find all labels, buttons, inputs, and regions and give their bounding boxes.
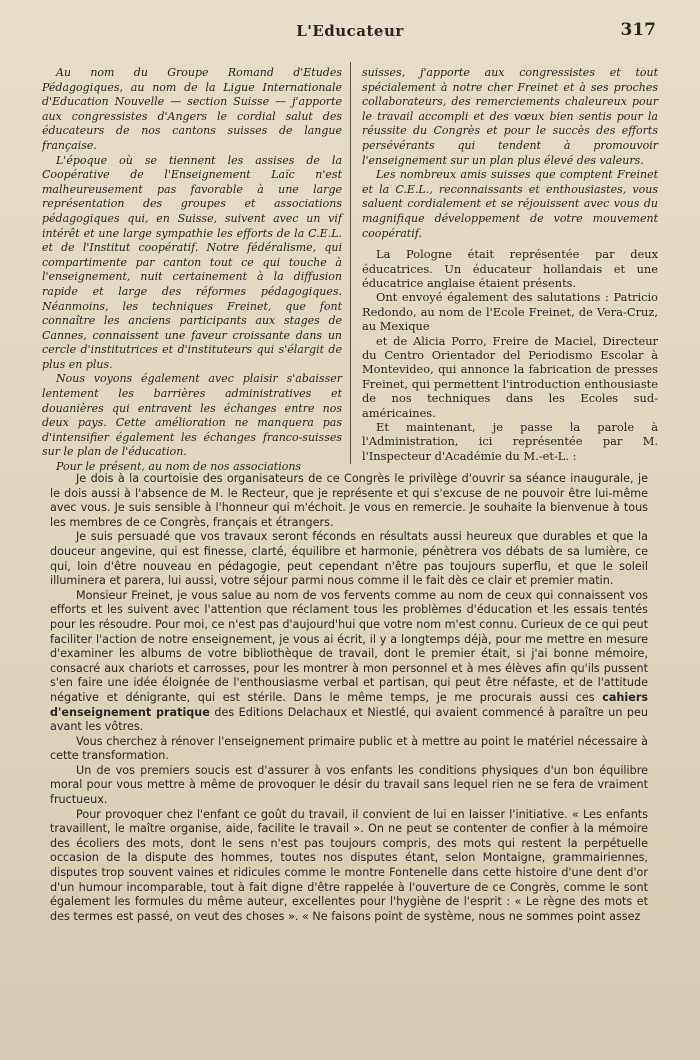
left-paragraph-3: Nous voyons également avec plaisir s'abaisser lentement les barrières administratives et douanières qui entravent les échanges entre nos deux pays. Cette amélioration ne manquera pas d'intensifier également les échanges franco-suisses sur le plan de l'éducation. bbox=[42, 372, 342, 459]
page-number: 317 bbox=[620, 20, 656, 40]
bold-title-cahiers: cahiers d'enseignement pratique bbox=[50, 690, 648, 719]
right-paragraph-administration: Et maintenant, je passe la parole à l'Administration, ici représentée par M. l'Inspecteur d'Académie du M.-et-L. : bbox=[362, 420, 658, 463]
speech-paragraph-3 bbox=[50, 589, 648, 735]
right-paragraph-salutations: Ont envoyé également des salutations : Patricio Redondo, au nom de l'Ecole Freinet, de Vera-Cruz, au Mexique bbox=[362, 290, 658, 334]
speech-paragraph-3-start: Monsieur Freinet, je vous salue au nom de vos fervents comme au nom de ceux qui connaissent vos efforts et les suivent avec l'attention que réclament tous les problèmes d'éducation et les essais tentés pour les résoudre. Pour moi, ce n'est pas d'aujourd'hui que votre nom m'est connu. Curieux de ce qui peut faciliter l'action de notre enseignement, je vous ai écrit, il y a longtemps déjà, pour me mettre en mesure d'examiner les albums de votre bibliothèque de travail, dont le premier était, si j'ai bonne mémoire, consacré aux chariots et carrosses, pour les montrer à mon personnel et à mes élèves afin qu'ils pussent s'en faire une idée éloignée de l'enthousiasme verbal et partisan, qui peut être néfaste, et de l'attitude négative et dénigrante, qui est stérile. Dans le même temps, je me procurais aussi ces bbox=[50, 588, 648, 704]
left-column bbox=[42, 66, 342, 475]
speech-paragraph-3-end: des Editions Delachaux et Niestlé, qui avaient commencé à paraître un peu avant les vôtres. bbox=[50, 705, 648, 734]
speech-paragraph-6: Pour provoquer chez l'enfant ce goût du travail, il convient de lui en laisser l'initiative. « Les enfants travaillent, le maître organise, aide, facilite le travail ». On ne peut se contenter de confier à la mémoire des écoliers des mots, dont le sens n'est pas toujours compris, des mots qui restent la perpétuelle occasion de la dispute des hommes, toutes nos disputes étant, selon Montaigne, grammairiennes, disputes trop souvent vaines et ridicules comme le montre Fontenelle dans cette histoire d'une dent d'or d'un humour incomparable, tout à fait digne d'être rappelée à l'ouverture de ce Congrès, comme le sont également les formules du même auteur, excellentes pour l'hygiène de l'esprit : « Le règne des mots et des termes est passé, on veut des choses ». « Ne faisons point de système, nous ne sommes point assez bbox=[50, 807, 648, 923]
speech-body bbox=[50, 472, 648, 924]
column-divider bbox=[350, 62, 351, 464]
left-paragraph-4: Pour le présent, au nom de nos associations bbox=[56, 460, 302, 474]
right-paragraph-poland: La Pologne était représentée par deux éducatrices. Un éducateur hollandais et une éducatrice anglaise étaient présents. bbox=[362, 247, 658, 290]
left-paragraph-2: L'époque où se tiennent les assises de la Coopérative de l'Enseignement Laïc n'est malheureusement pas favorable à une large représentation des groupes et associations pédagogiques qui, en Suisse, suivent avec un vif intérêt et une large sympathie les efforts de la C.E.L. et de l'Institut coopératif. Notre fédéralisme, qui compartimente par canton tout ce qui touche à l'enseignement, nuit certainement à la diffusion rapide et large des réformes pédagogiques. Néanmoins, les techniques Freinet, que font connaître les anciens participants aux stages de Cannes, connaissent une faveur croissante dans un cercle d'institutrices et d'instituteurs qui s'élargit de plus en plus. bbox=[42, 153, 342, 371]
right-paragraph-porro: et de Alicia Porro, Freire de Maciel, Directeur du Centro Orientador del Periodismo Escolar à Montevideo, qui annonce la fabrication de presses Freinet, qui permettent l'introduction enthousiaste de nos techniques dans les Ecoles sud-américaines. bbox=[362, 333, 658, 420]
right-italic-paragraph-1: suisses, j'apporte aux congressistes et tout spécialement à notre cher Freinet et à ses proches collaborateurs, des remerciements chaleureux pour le travail accompli et des vœux bien sentis pour la réussite du Congrès et pour le succès des efforts persévérants qui tendent à promouvoir l'enseignement sur un plan plus élevé des valeurs. bbox=[362, 66, 658, 167]
speech-paragraph-2: Je suis persuadé que vos travaux seront féconds en résultats aussi heureux que durables et que la douceur angevine, qui est finesse, clarté, équilibre et harmonie, pénètrera vos débats de sa lumière, ce qui, loin d'être nouveau en pédagogie, peut cependant n'être pas toujours superflu, et que le soleil illuminera et parera, lui aussi, votre séjour parmi nous comme il le fait dès ce clair et premier matin. bbox=[50, 530, 648, 588]
right-column bbox=[362, 66, 658, 463]
speech-paragraph-1: Je dois à la courtoisie des organisateurs de ce Congrès le privilège d'ouvrir sa séance inaugurale, je le dois aussi à l'absence de M. le Recteur, que je représente et qui s'excuse de ne pouvoir être lui-même avec vous. Je suis sensible à l'honneur qui m'échoit. Je vous en remercie. Je souhaite la bienvenue à tous les membres de ce Congrès, français et étrangers. bbox=[50, 472, 648, 529]
journal-title: L'Educateur bbox=[296, 22, 404, 40]
left-paragraph-1: Au nom du Groupe Romand d'Etudes Pédagogiques, au nom de la Ligue Internationale d'Education Nouvelle — section Suisse — j'apporte aux congressistes d'Angers le cordial salut des éducateurs de nos cantons suisses de langue française. bbox=[42, 66, 342, 152]
running-header bbox=[0, 20, 700, 44]
speech-paragraph-5: Un de vos premiers soucis est d'assurer à vos enfants les conditions physiques d'un bon équilibre moral pour vous mettre à même de provoquer le désir du travail sans lequel rien ne se fera de vraiment fructueux. bbox=[50, 763, 648, 807]
right-italic-paragraph-2: Les nombreux amis suisses que comptent Freinet et la C.E.L., reconnaissants et enthousiastes, vous saluent cordialement et se réjouissent avec vous du magnifique développement de votre mouvement coopératif. bbox=[362, 168, 658, 240]
speech-paragraph-4: Vous cherchez à rénover l'enseignement primaire public et à mettre au point le matériel nécessaire à cette transformation. bbox=[50, 734, 648, 763]
